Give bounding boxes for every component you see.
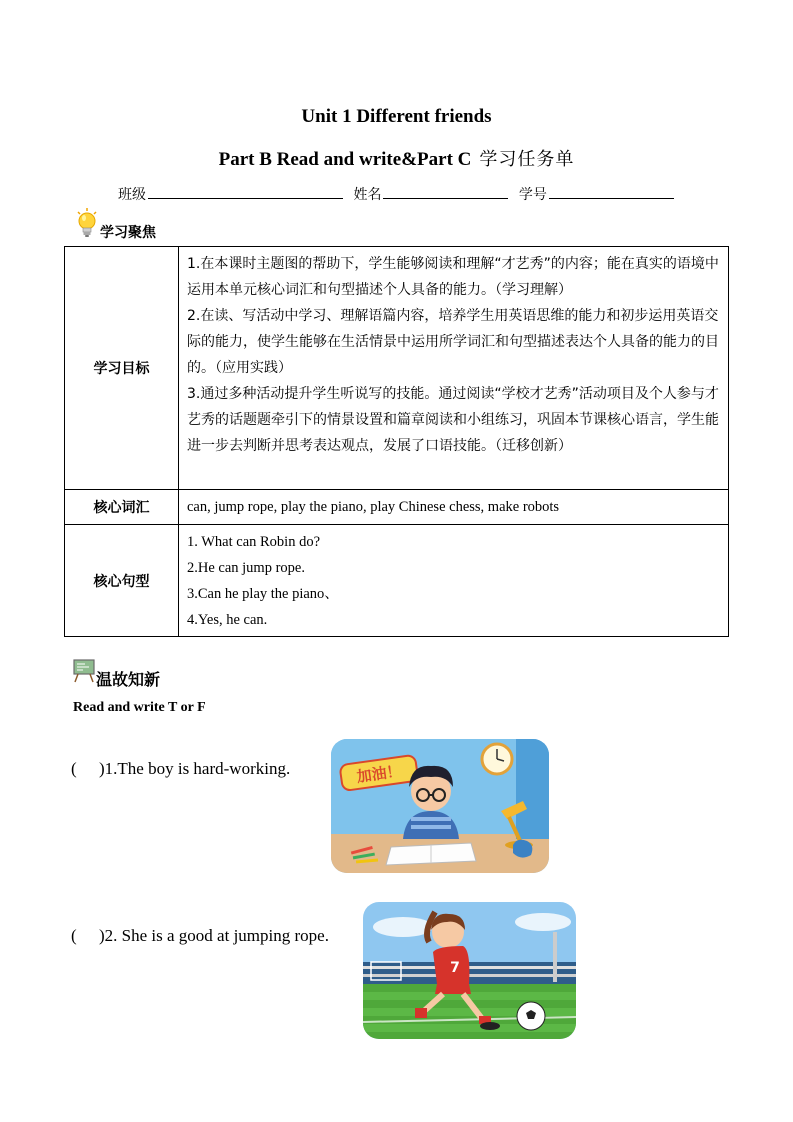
- goal-paragraph-3: 3.通过多种活动提升学生听说写的技能。通过阅读“学校才艺秀”活动项目及个人参与才艺秀的话题题牵引下的情景设置和篇章阅读和小组练习，巩固本节课核心语言，学生能进一步去判断并思考表达观点，发展了口语技能。（迁移创新）: [187, 386, 719, 454]
- page-title: Unit 1 Different friends: [301, 106, 492, 127]
- section-review-subtitle: Read and write T or F: [73, 700, 206, 715]
- answer-blank-2[interactable]: (: [71, 926, 77, 945]
- image-caption-text: 加油！: [355, 761, 403, 786]
- id-field[interactable]: [549, 184, 674, 199]
- table-row: [65, 525, 729, 637]
- question-2: [71, 926, 329, 946]
- goals-content: [179, 247, 729, 490]
- id-label: 学号: [518, 187, 547, 203]
- blackboard-icon: [73, 659, 95, 687]
- section-focus-title: 学习聚焦: [100, 225, 156, 241]
- sentence-line-3: 3.Can he play the piano、: [187, 586, 339, 602]
- boy-studying-image: [331, 739, 549, 873]
- goal-paragraph-1: 1.在本课时主题图的帮助下，学生能够阅读和理解“才艺秀”的内容；能在真实的语境中运用本单元核心词汇和句型描述个人具备的能力。（学习理解）: [187, 256, 719, 298]
- lightbulb-icon: [76, 208, 98, 244]
- name-field[interactable]: [383, 184, 508, 199]
- row-label-goals: 学习目标: [65, 247, 179, 490]
- vocabulary-content: [179, 490, 729, 525]
- class-field[interactable]: [148, 184, 343, 199]
- table-row: [65, 247, 729, 490]
- question-2-text: )2. She is a good at jumping rope.: [99, 926, 329, 945]
- sentence-line-1: 1. What can Robin do?: [187, 534, 321, 550]
- student-info-line: [118, 184, 680, 204]
- name-label: 姓名: [353, 187, 382, 203]
- sentences-content: [179, 525, 729, 637]
- page-subtitle: [0, 145, 793, 171]
- row-label-vocabulary: 核心词汇: [65, 490, 179, 525]
- vocabulary-text: can, jump rope, play the piano, play Chinese chess, make robots: [187, 499, 560, 515]
- girl-playing-soccer-image: [363, 902, 576, 1039]
- question-1: [71, 759, 290, 779]
- learning-focus-table: [64, 246, 729, 637]
- sentence-line-4: 4.Yes, he can.: [187, 612, 268, 628]
- table-row: [65, 490, 729, 525]
- answer-blank-1[interactable]: (: [71, 759, 77, 778]
- goal-paragraph-2: 2.在读、写活动中学习、理解语篇内容，培养学生用英语思维的能力和初步运用英语交际的能力，使学生能够在生活情景中运用所学词汇和句型描述表达个人具备的能力的目的。（应用实践）: [187, 308, 719, 376]
- question-1-text: )1.The boy is hard-working.: [99, 759, 291, 778]
- row-label-sentences: 核心句型: [65, 525, 179, 637]
- jersey-number: 7: [450, 960, 460, 976]
- sentence-line-2: 2.He can jump rope.: [187, 560, 305, 576]
- section-review-title: 温故知新: [96, 670, 161, 689]
- subtitle-chinese: 学习任务单: [479, 149, 575, 170]
- class-label: 班级: [118, 187, 146, 203]
- subtitle-english: Part B Read and write&Part C: [218, 149, 472, 170]
